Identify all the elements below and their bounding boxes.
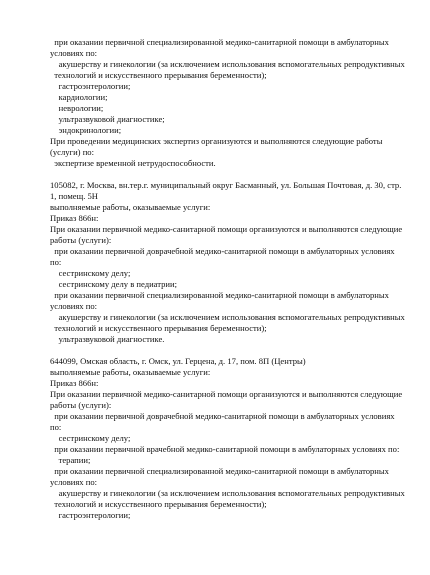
text-line: эндокринологии;: [50, 125, 122, 135]
text-line: условиях по:: [50, 301, 98, 311]
address-line: 644099, Омская область, г. Омск, ул. Герцена, д. 17, пом. 8П (Центры): [50, 356, 306, 366]
address-line: 105082, г. Москва, вн.тер.г. муниципальный округ Басманный, ул. Большая Почтовая, д. 30, стр.: [50, 180, 402, 190]
text-line: сестринскому делу;: [50, 268, 131, 278]
text-line: 1, помещ. 5Н: [50, 191, 98, 201]
text-line: технологий и искусственного прерывания беременности);: [50, 323, 267, 333]
text-line: При проведении медицинских экспертиз организуются и выполняются следующие работы: [50, 136, 383, 146]
text-line: выполняемые работы, оказываемые услуги:: [50, 367, 211, 377]
text-line: работы (услуги):: [50, 235, 112, 245]
text-line: акушерству и гинекологии (за исключением использования вспомогательных репродуктивных: [50, 59, 405, 69]
text-line: при оказании первичной специализированной медико-санитарной помощи в амбулаторных: [50, 466, 389, 476]
text-line: по:: [50, 422, 62, 432]
text-line: работы (услуги):: [50, 400, 112, 410]
text-line: экспертизе временной нетрудоспособности.: [50, 158, 216, 168]
text-line: условиях по:: [50, 48, 98, 58]
text-line: выполняемые работы, оказываемые услуги:: [50, 202, 211, 212]
text-line: При оказании первичной медико-санитарной помощи организуются и выполняются следующие: [50, 224, 403, 234]
text-line: (услуги) по:: [50, 147, 94, 157]
text-line: кардиологии;: [50, 92, 108, 102]
text-line: при оказании первичной специализированной медико-санитарной помощи в амбулаторных: [50, 290, 389, 300]
text-line: по:: [50, 257, 62, 267]
text-line: технологий и искусственного прерывания беременности);: [50, 499, 267, 509]
text-line: гастроэнтерологии;: [50, 81, 131, 91]
text-line: при оказании первичной специализированной медико-санитарной помощи в амбулаторных: [50, 37, 389, 47]
text-line: неврологии;: [50, 103, 104, 113]
text-line: сестринскому делу;: [50, 433, 131, 443]
text-line: акушерству и гинекологии (за исключением использования вспомогательных репродуктивных: [50, 488, 405, 498]
text-line: условиях по:: [50, 477, 98, 487]
text-line: ультразвуковой диагностике.: [50, 334, 165, 344]
text-line: гастроэнтерологии;: [50, 510, 131, 520]
text-line: при оказании первичной доврачебной медико-санитарной помощи в амбулаторных условиях: [50, 246, 395, 256]
text-line: акушерству и гинекологии (за исключением использования вспомогательных репродуктивных: [50, 312, 405, 322]
text-line: Приказ 866н:: [50, 378, 99, 388]
text-line: технологий и искусственного прерывания беременности);: [50, 70, 267, 80]
text-line: ультразвуковой диагностике;: [50, 114, 165, 124]
text-line: При оказании первичной медико-санитарной помощи организуются и выполняются следующие: [50, 389, 403, 399]
text-line: терапии;: [50, 455, 91, 465]
text-line: при оказании первичной доврачебной медико-санитарной помощи в амбулаторных условиях: [50, 411, 395, 421]
text-line: при оказании первичной врачебной медико-санитарной помощи в амбулаторных условиях по:: [50, 444, 400, 454]
text-line: сестринскому делу в педиатрии;: [50, 279, 178, 289]
text-line: Приказ 866н:: [50, 213, 99, 223]
